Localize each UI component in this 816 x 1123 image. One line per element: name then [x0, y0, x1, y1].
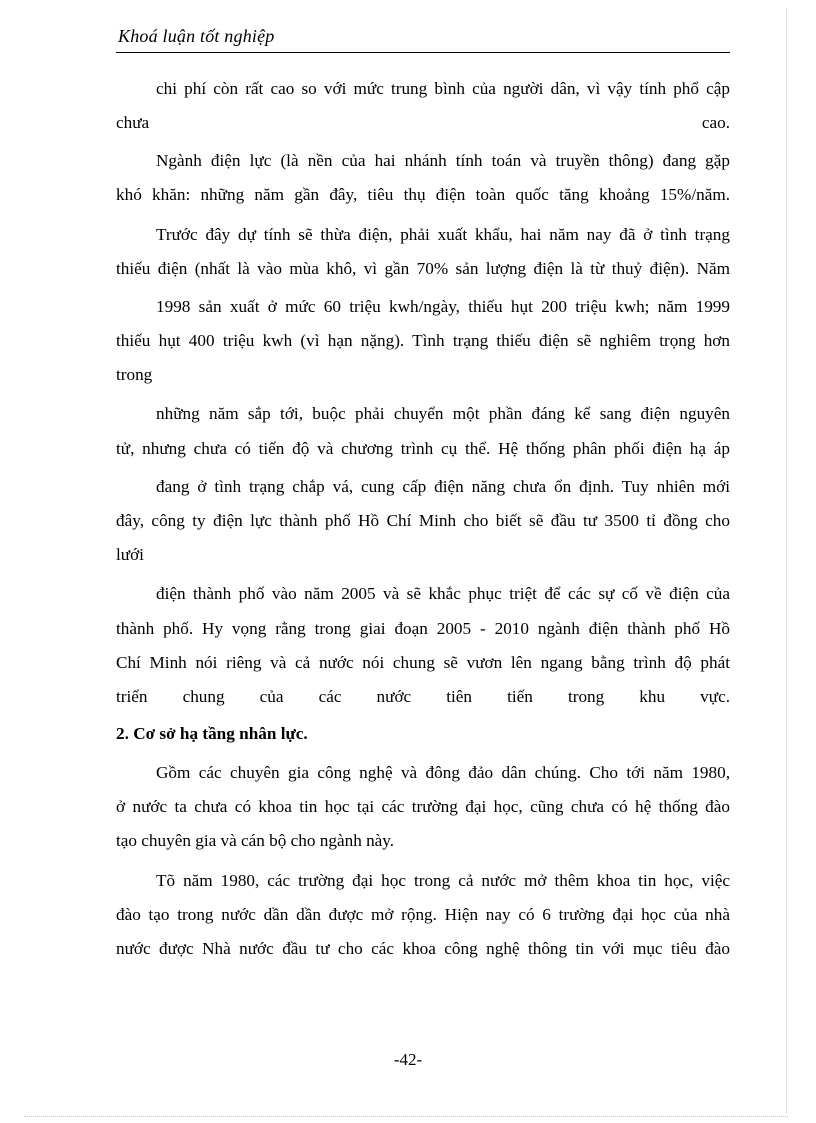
header-title: Khoá luận tốt nghiệp: [118, 26, 275, 46]
page-edge-right: [786, 8, 787, 1113]
text-line: những năm sắp tới, buộc phải chuyển một phần đáng kể sang điện nguyên: [156, 404, 730, 423]
text-line: đang ở tình trạng chắp vá, cung cấp điện năng chưa ổn định. Tuy nhiên mới: [156, 477, 730, 496]
page-number: -42-: [393, 1050, 423, 1069]
text-line: trong: [116, 365, 153, 384]
section-heading: 2. Cơ sở hạ tầng nhân lực.: [116, 724, 308, 743]
page-header: [116, 24, 730, 53]
text-line: tạo chuyên gia và cán bộ cho ngành này.: [116, 831, 395, 850]
text-line: ở nước ta chưa có khoa tin học tại các trường đại học, cũng chưa có hệ thống đào: [116, 797, 730, 816]
text-line: triển chung của các nước tiên tiến trong khu vực.: [116, 687, 730, 706]
text-line: điện thành phố vào năm 2005 và sẽ khắc phục triệt để các sự cố về điện của: [156, 584, 730, 603]
text-line: thiếu điện (nhất là vào mùa khô, vì gần 70% sản lượng điện là từ thuỷ điện). Năm: [116, 259, 730, 278]
text-line: lưới: [116, 545, 144, 564]
text-line: Tõ năm 1980, các trường đại học trong cả nước mở thêm khoa tin học, việc: [156, 871, 730, 890]
text-line: khó khăn: những năm gần đây, tiêu thụ điện toàn quốc tăng khoảng 15%/năm.: [116, 185, 730, 204]
text-line: chưa cao.: [116, 113, 730, 132]
text-line: đây, công ty điện lực thành phố Hồ Chí Minh cho biết sẽ đầu tư 3500 tỉ đồng cho: [116, 511, 730, 530]
text-line: tử, nhưng chưa có tiến độ và chương trình cụ thể. Hệ thống phân phối điện hạ áp: [116, 439, 730, 458]
text-line: 1998 sản xuất ở mức 60 triệu kwh/ngày, thiếu hụt 200 triệu kwh; năm 1999: [156, 297, 730, 316]
text-line: Chí Minh nói riêng và cả nước nói chung sẽ vươn lên ngang bằng trình độ phát: [116, 653, 730, 672]
text-line: đào tạo trong nước dần dần được mở rộng. Hiện nay có 6 trường đại học của nhà: [116, 905, 730, 924]
text-line: thành phố. Hy vọng rằng trong giai đoạn 2005 - 2010 ngành điện thành phố Hồ: [116, 619, 730, 638]
text-line: thiếu hụt 400 triệu kwh (vì hạn nặng). Tình trạng thiếu điện sẽ nghiêm trọng hơn: [116, 331, 730, 350]
text-line: Gồm các chuyên gia công nghệ và đông đảo dân chúng. Cho tới năm 1980,: [156, 763, 730, 782]
text-line: Ngành điện lực (là nền của hai nhánh tính toán và truyền thông) đang gặp: [156, 151, 730, 170]
page-edge-bottom: [24, 1116, 788, 1117]
text-line: Trước đây dự tính sẽ thừa điện, phải xuất khẩu, hai năm nay đã ở tình trạng: [156, 225, 730, 244]
text-line: nước được Nhà nước đầu tư cho các khoa công nghệ thông tin với mục tiêu đào: [116, 939, 730, 958]
text-line: chi phí còn rất cao so với mức trung bình của người dân, vì vậy tính phổ cập: [156, 79, 730, 98]
